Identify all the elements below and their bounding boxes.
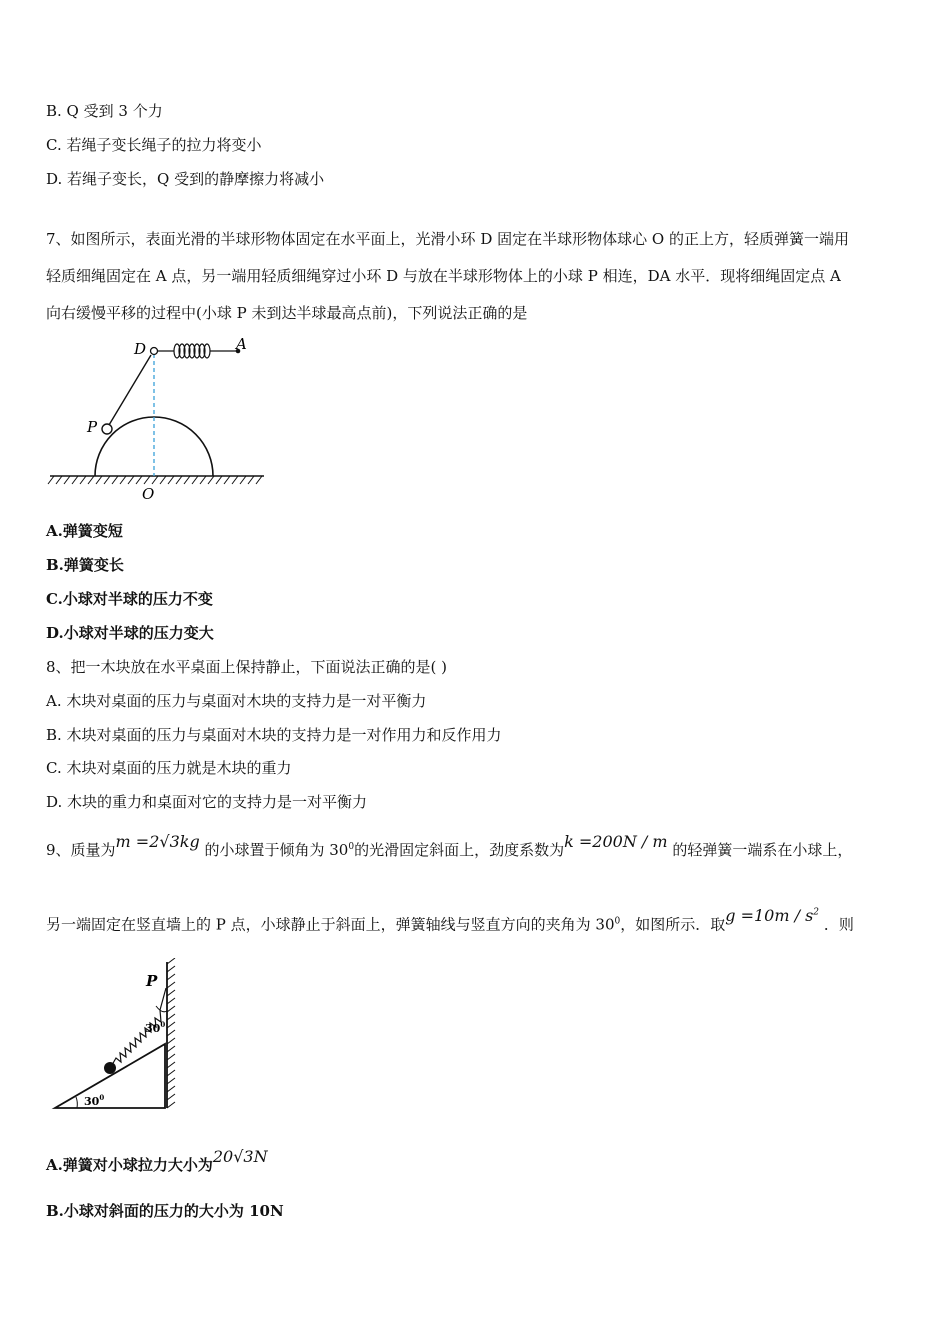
label-d: D: [134, 340, 147, 358]
label-angle-top: $30^0$: [145, 1020, 166, 1035]
ring-d: [151, 348, 158, 355]
ball: [104, 1062, 116, 1074]
spring: [174, 344, 210, 358]
q7-option-a: A.弹簧变短: [46, 522, 123, 540]
top-angle-arc: [156, 1006, 167, 1012]
q6-option-b: B. Q 受到 3 个力: [46, 102, 163, 120]
q7-stem-line-1: 7、如图所示，表面光滑的半球形物体固定在水平面上，光滑小环 D 固定在半球形物体球心 O 的正上方，轻质弹簧一端用: [46, 230, 849, 248]
q9-stem2-part-3: ．则: [823, 915, 854, 934]
bottom-angle-arc: [76, 1097, 77, 1108]
label-p: P: [87, 418, 98, 436]
q9-option-a-text: A.弹簧对小球拉力大小为: [46, 1156, 213, 1174]
q9-stem-line-2: [46, 906, 854, 934]
label-angle-bottom: $30^0$: [84, 1093, 105, 1108]
q7-option-c: C.小球对半球的压力不变: [46, 590, 213, 608]
q9-stem-part-3: 的光滑固定斜面上，劲度系数为: [354, 841, 565, 859]
q7-hemisphere-figure: [46, 335, 276, 510]
q9-mass-formula: m =2√3kg: [115, 832, 200, 851]
wall-hatch: [167, 958, 175, 1108]
q9-stem-part-2: 的小球置于倾角为 30: [204, 841, 349, 859]
ground-hatch: [48, 476, 262, 484]
q7-option-b: B.弹簧变长: [46, 556, 124, 574]
q9-stem-part-4: 的轻弹簧一端系在小球上，: [672, 841, 853, 859]
q7-stem-line-3: 向右缓慢平移的过程中(小球 P 未到达半球最高点前)，下列说法正确的是: [46, 304, 528, 322]
q8-stem: 8、把一木块放在水平桌面上保持静止，下面说法正确的是( ): [46, 658, 448, 676]
q9-g-formula: [725, 906, 819, 925]
q9-stem2-part-1: 另一端固定在竖直墙上的 P 点，小球静止于斜面上，弹簧轴线与竖直方向的夹角为 30: [46, 915, 615, 934]
q8-option-b: B. 木块对桌面的压力与桌面对木块的支持力是一对作用力和反作用力: [46, 726, 502, 744]
incline: [55, 1044, 165, 1108]
q9-degree-2: 0: [614, 916, 621, 927]
q9-g-text: g =10m / s: [725, 906, 814, 926]
q9-option-a-formula: 20√3N: [212, 1147, 268, 1166]
label-p: P: [146, 972, 158, 990]
q9-incline-figure: [50, 958, 185, 1113]
rope-d-p: [109, 355, 151, 425]
q9-option-b: B.小球对斜面的压力的大小为 10N: [46, 1202, 284, 1220]
q9-k-formula: k =200N / m: [564, 832, 668, 851]
q9-stem-part-1: 9、质量为: [46, 841, 116, 859]
label-a: A: [236, 335, 247, 353]
q9-option-a: [46, 1147, 268, 1175]
q8-option-d: D. 木块的重力和桌面对它的支持力是一对平衡力: [46, 793, 368, 811]
q8-option-c: C. 木块对桌面的压力就是木块的重力: [46, 759, 292, 777]
q7-stem-line-2: 轻质细绳固定在 A 点，另一端用轻质细绳穿过小环 D 与放在半球形物体上的小球 P 相连，DA 水平．现将细绳固定点 A: [46, 267, 841, 285]
q9-stem-line-1: [46, 832, 853, 860]
q9-g-exponent: 2: [813, 908, 820, 918]
ball-p: [102, 424, 112, 434]
q6-option-d: D. 若绳子变长，Q 受到的静摩擦力将减小: [46, 170, 325, 188]
q9-stem2-part-2: ，如图所示．取: [620, 915, 726, 934]
q8-option-a: A. 木块对桌面的压力与桌面对木块的支持力是一对平衡力: [46, 692, 427, 710]
q9-degree-1: 0: [348, 842, 355, 852]
q6-option-c: C. 若绳子变长绳子的拉力将变小: [46, 136, 262, 154]
q7-option-d: D.小球对半球的压力变大: [46, 624, 214, 642]
label-o: O: [142, 485, 155, 503]
